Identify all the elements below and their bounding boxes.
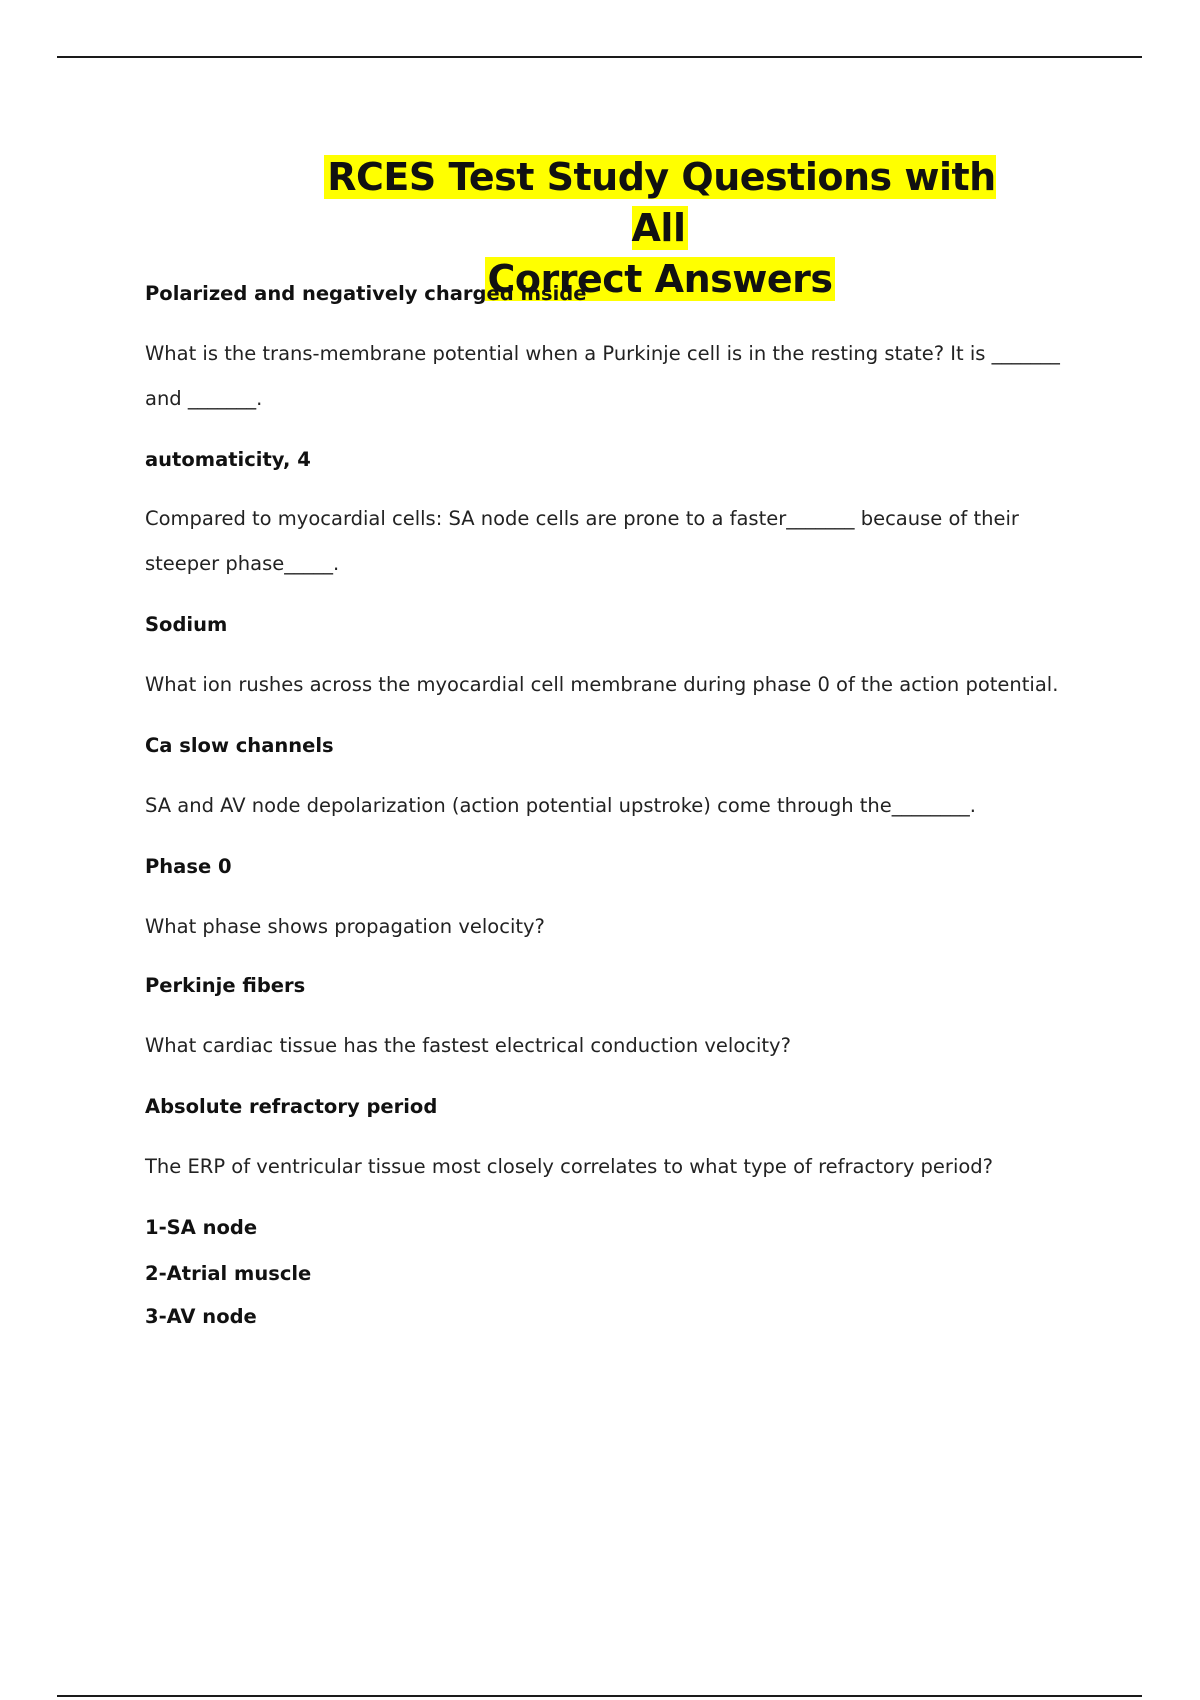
answer-2: automaticity, 4: [145, 448, 311, 471]
question-1: What is the trans-membrane potential when a Purkinje cell is in the resting state? It is _______ and _______.: [145, 342, 1060, 410]
list-item-2: 2-Atrial muscle: [145, 1262, 312, 1285]
list-item-1: 1-SA node: [145, 1216, 258, 1239]
question-7: The ERP of ventricular tissue most closely correlates to what type of refractory period?: [145, 1155, 994, 1178]
question-6: What cardiac tissue has the fastest electrical conduction velocity?: [145, 1034, 791, 1057]
title-line-1-text: RCES Test Study Questions with All: [324, 155, 995, 250]
title-line-2-text: Correct Answers: [485, 257, 836, 301]
answer-5: Phase 0: [145, 855, 232, 878]
question-3: What ion rushes across the myocardial cell membrane during phase 0 of the action potential.: [145, 673, 1059, 696]
bottom-rule: [57, 1695, 1142, 1697]
top-rule: [57, 56, 1142, 58]
answer-4: Ca slow channels: [145, 734, 334, 757]
answer-3: Sodium: [145, 613, 228, 636]
answer-7: Absolute refractory period: [145, 1095, 438, 1118]
question-2: Compared to myocardial cells: SA node cells are prone to a faster_______ because of their steeper phase_____.: [145, 507, 1019, 575]
question-5: What phase shows propagation velocity?: [145, 915, 545, 938]
list-item-3: 3-AV node: [145, 1305, 257, 1328]
answer-1: Polarized and negatively charged inside: [145, 282, 587, 305]
question-4: SA and AV node depolarization (action potential upstroke) come through the________.: [145, 794, 976, 817]
title-line-1: [300, 152, 1020, 254]
answer-6: Perkinje fibers: [145, 974, 306, 997]
